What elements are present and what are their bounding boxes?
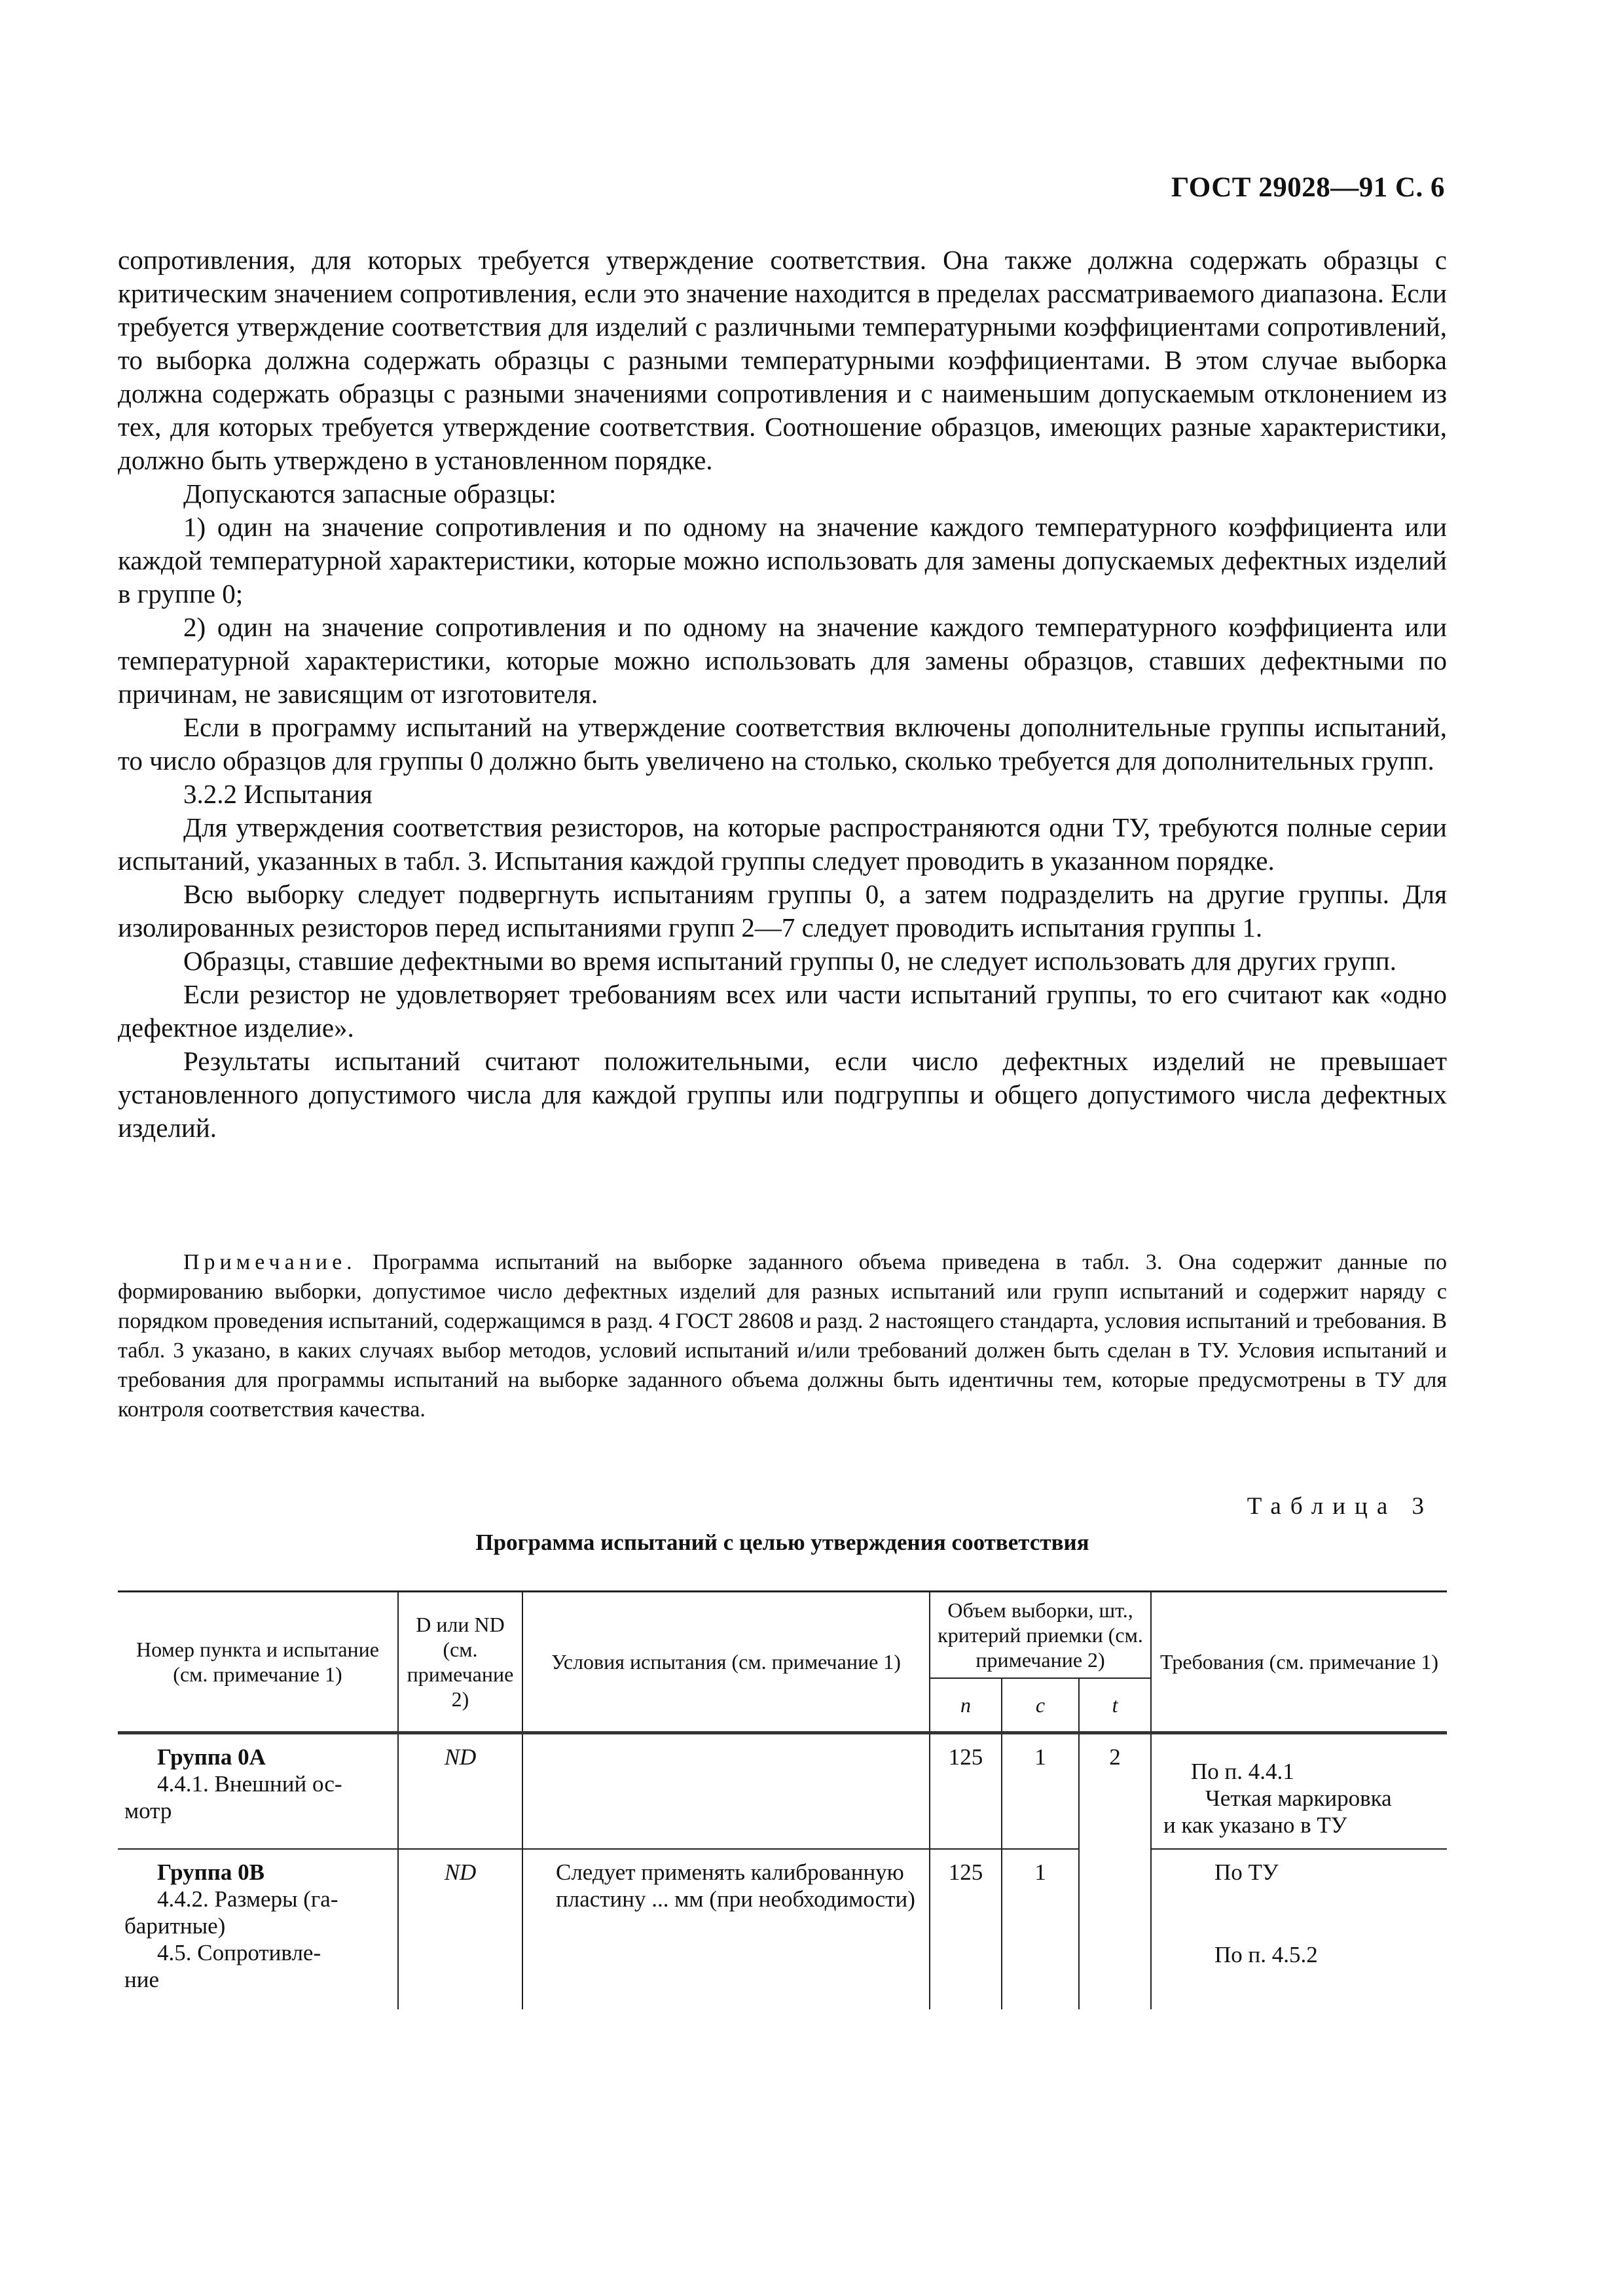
item-text: баритные) — [124, 1913, 226, 1939]
d-nd-cell: ND — [398, 1733, 522, 1850]
paragraph: Образцы, ставшие дефектными во время испытаний группы 0, не следует использовать для других групп. — [183, 946, 1396, 976]
table-row — [118, 1849, 1447, 2009]
item-text: 4.4.1. Внешний ос- — [157, 1771, 342, 1797]
group-label: Группа 0А — [157, 1744, 266, 1770]
header-t: t — [1079, 1678, 1151, 1733]
c-cell: 1 — [1002, 1849, 1079, 2009]
header-d-nd: D или ND (см. примечание 2) — [398, 1592, 522, 1733]
list-item: 1) один на значение сопротивления и по одному на значение каждого температурного коэффициента или каждой температурной характеристики, которые можно использовать для замены допускаемых дефектных изделий в группе 0; — [118, 512, 1447, 609]
requirements-cell — [1151, 1733, 1447, 1850]
paragraph: Допускаются запасные образцы: — [183, 478, 556, 509]
item-cell — [118, 1733, 398, 1850]
header-n: n — [930, 1678, 1002, 1733]
page-header: ГОСТ 29028—91 С. 6 — [1171, 172, 1445, 203]
item-text: ние — [124, 1967, 159, 1992]
header-conditions: Условия испытания (см. примечание 1) — [522, 1592, 930, 1733]
requirements-cell — [1151, 1849, 1447, 2009]
table-title: Программа испытаний с целью утверждения соответствия — [475, 1530, 1089, 1555]
header-requirements: Требования (см. примечание 1) — [1151, 1592, 1447, 1733]
note-label: Примечание. — [183, 1250, 357, 1274]
note — [118, 1247, 1447, 1424]
item-text: 4.5. Сопротивле- — [157, 1940, 321, 1965]
header-c: c — [1002, 1678, 1079, 1733]
paragraph: Для утверждения соответствия резисторов, на которые распространяются одни ТУ, требуются полные серии испытаний, указанных в табл. 3. Испытания каждой группы следует проводить в указанном порядке. — [118, 812, 1447, 876]
n-cell: 125 — [930, 1849, 1002, 2009]
c-cell: 1 — [1002, 1733, 1079, 1850]
test-program-table — [118, 1590, 1447, 2009]
requirement-text: По п. 4.5.2 — [1214, 1942, 1318, 1967]
t-cell: 2 — [1079, 1733, 1151, 2010]
table-row — [118, 1733, 1447, 1850]
paragraph: Если в программу испытаний на утверждение соответствия включены дополнительные группы испытаний, то число образцов для группы 0 должно быть увеличено на столько, сколько требуется для дополнительных групп. — [118, 712, 1447, 776]
paragraph: Если резистор не удовлетворяет требованиям всех или части испытаний группы, то его считают как «одно дефектное изделие». — [118, 979, 1447, 1043]
requirement-text: По ТУ — [1214, 1859, 1279, 1885]
paragraph: Всю выборку следует подвергнуть испытаниям группы 0, а затем подразделить на другие группы. Для изолированных резисторов перед испытаниями групп 2—7 следует проводить испытания группы 1. — [118, 879, 1447, 942]
paragraph: сопротивления, для которых требуется утверждение соответствия. Она также должна содержать образцы с критическим значением сопротивления, если это значение находится в пределах рассматриваемого диапазона. Если требуется утверждение соответствия для изделий с различными температурными коэффициентами сопротивлений, то выборка должна содержать образцы с разными температурными коэффициентами. В этом случае выборка должна содержать образцы с разными значениями сопротивления и с наименьшим допускаемым отклонением из тех, для которых требуется утверждение соответствия. Соотношение образцов, имеющих разные характеристики, должно быть утверждено в установленном порядке. — [118, 245, 1447, 475]
header-volume: Объем выборки, шт., критерий приемки (см. примечание 2) — [930, 1592, 1151, 1679]
item-cell — [118, 1849, 398, 2009]
group-label: Группа 0В — [157, 1859, 264, 1885]
section-heading: 3.2.2 Испытания — [183, 779, 373, 809]
d-nd-cell: ND — [398, 1849, 522, 2009]
item-text: 4.4.2. Размеры (га- — [157, 1886, 338, 1912]
header-item: Номер пункта и испытание (см. примечание 1) — [118, 1592, 398, 1733]
table-label: Таблица 3 — [1247, 1493, 1433, 1520]
requirement-text: Четкая маркировка — [1205, 1785, 1392, 1811]
list-item: 2) один на значение сопротивления и по одному на значение каждого температурного коэффициента или температурной характеристики, которые можно использовать для замены образцов, ставших дефектными по причинам, не зависящим от изготовителя. — [118, 612, 1447, 709]
paragraph: Результаты испытаний считают положительными, если число дефектных изделий не превышает установленного допустимого числа для каждой группы или подгруппы и общего допустимого числа дефектных изделий. — [118, 1046, 1447, 1143]
requirement-text: и как указано в ТУ — [1163, 1812, 1347, 1838]
requirement-text: По п. 4.4.1 — [1191, 1759, 1294, 1784]
n-cell: 125 — [930, 1733, 1002, 1850]
conditions-cell: Следует применять калиброванную пластину ... мм (при необходимости) — [522, 1849, 930, 2009]
body-text — [118, 243, 1447, 1145]
note-text: Программа испытаний на выборке заданного объема приведена в табл. 3. Она содержит данные по формированию выборки, допустимое число дефектных изделий для разных испытаний или групп испытаний и содержит наряду с порядком проведения испытаний, содержащимся в разд. 4 ГОСТ 28608 и разд. 2 настоящего стандарта, условия испытаний и требования. В табл. 3 указано, в каких случаях выбор методов, условий испытаний и/или требований должен быть сделан в ТУ. Условия испытаний и требования для программы испытаний на выборке заданного объема должны быть идентичны тем, которые предусмотрены в ТУ для контроля соответствия качества. — [118, 1250, 1447, 1422]
item-text: мотр — [124, 1798, 172, 1823]
conditions-cell — [522, 1733, 930, 1850]
